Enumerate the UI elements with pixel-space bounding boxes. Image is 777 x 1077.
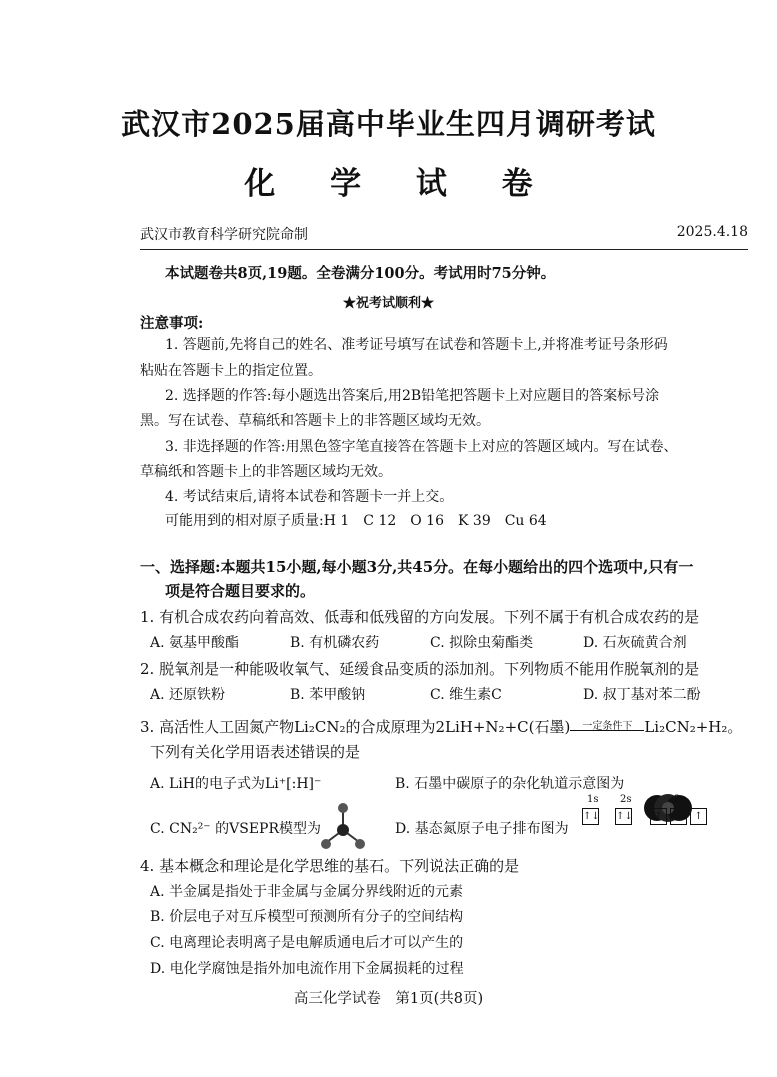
question-1-option-b: B. 有机磷农药 [290, 635, 380, 651]
exam-date: 2025.4.18 [676, 224, 748, 240]
orbital-label-1s: 1s [587, 794, 599, 805]
header-divider [140, 249, 748, 250]
notice-heading: 注意事项: [140, 315, 204, 332]
notice-item-1-line-2: 粘贴在答题卡上的指定位置。 [140, 363, 322, 379]
publisher: 武汉市教育科学研究院命制 [140, 227, 308, 243]
question-3-formula: Li₂CN₂ [294, 718, 346, 736]
section-heading-line-1: 一、选择题:本题共15小题,每小题3分,共45分。在每小题给出的四个选项中,只有一 [140, 558, 694, 576]
question-3-option-d: D. 基态氮原子电子排布图为 [395, 821, 569, 837]
vsepr-model-icon [315, 800, 371, 854]
reaction-arrow [570, 721, 644, 737]
section-heading-line-2: 项是符合题目要求的。 [165, 582, 316, 600]
question-4-option-d: D. 电化学腐蚀是指外加电流作用下金属损耗的过程 [150, 961, 464, 977]
atomic-masses: 可能用到的相对原子质量:H 1 C 12 O 16 K 39 Cu 64 [165, 513, 547, 529]
notice-item-2-line-1: 2. 选择题的作答:每小题选出答案后,用2B铅笔把答题卡上对应题目的答案标号涂 [165, 388, 660, 404]
notice-item-4: 4. 考试结束后,请将本试卷和答题卡一并上交。 [165, 489, 454, 505]
question-3-stem-post: Li₂CN₂+H₂。 [644, 718, 743, 736]
exam-intro: 本试题卷共8页,19题。全卷满分100分。考试用时75分钟。 [165, 265, 556, 282]
notice-item-3-line-2: 草稿纸和答题卡上的非答题区域均无效。 [140, 464, 392, 480]
exam-subject-title: 化 学 试 卷 [244, 166, 555, 202]
question-4-option-c: C. 电离理论表明离子是电解质通电后才可以产生的 [150, 935, 464, 951]
orbital-box-2p-3: ↑ [690, 808, 707, 825]
question-2-option-d: D. 叔丁基对苯二酚 [583, 687, 701, 703]
question-4-stem: 4. 基本概念和理论是化学思维的基石。下列说法正确的是 [140, 857, 520, 875]
question-2-option-b: B. 苯甲酸钠 [290, 687, 366, 703]
orbital-box-2s: ↑↓ [615, 808, 632, 825]
question-2-option-c: C. 维生素C [430, 687, 502, 703]
question-3-option-c: C. CN₂²⁻ 的VSEPR模型为 [150, 821, 322, 837]
question-1-option-a: A. 氨基甲酸酯 [150, 635, 240, 651]
question-2-stem: 2. 脱氧剂是一种能吸收氧气、延缓食品变质的添加剂。下列物质不能用作脱氧剂的是 [140, 660, 700, 678]
orbital-box-1s: ↑↓ [582, 808, 599, 825]
reaction-condition: 一定条件下 [582, 721, 633, 732]
question-2-option-a: A. 还原铁粉 [150, 687, 226, 703]
exam-title: 武汉市2025届高中毕业生四月调研考试 [121, 107, 656, 141]
question-4-option-b: B. 价层电子对互斥模型可预测所有分子的空间结构 [150, 909, 464, 925]
orbital-label-2p: 2p [674, 794, 687, 805]
question-3-stem [140, 716, 742, 737]
question-1-option-d: D. 石灰硫黄合剂 [583, 635, 687, 651]
question-3-line-2: 下列有关化学用语表述错误的是 [150, 743, 361, 761]
page-footer: 高三化学试卷 第1页(共8页) [293, 991, 484, 1007]
question-1-stem: 1. 有机合成农药向着高效、低毒和低残留的方向发展。下列不属于有机合成农药的是 [140, 608, 700, 626]
question-3-option-b: B. 石墨中碳原子的杂化轨道示意图为 [395, 776, 625, 792]
notice-item-1-line-1: 1. 答题前,先将自己的姓名、准考证号填写在试卷和答题卡上,并将准考证号条形码 [165, 337, 668, 353]
question-1-option-c: C. 拟除虫菊酯类 [430, 635, 534, 651]
publisher-row [140, 224, 748, 244]
good-luck-line: ★祝考试顺利★ [342, 296, 434, 311]
notice-item-2-line-2: 黑。写在试卷、草稿纸和答题卡上的非答题区域均无效。 [140, 413, 490, 429]
notice-item-3-line-1: 3. 非选择题的作答:用黑色签字笔直接答在答题卡上对应的答题区域内。写在试卷、 [165, 439, 678, 455]
orbital-box-2p-1: ↑ [650, 808, 667, 825]
question-3-stem-mid: 的合成原理为2LiH+N₂+C(石墨) [345, 718, 571, 736]
question-3-option-a: A. LiH的电子式为Li⁺[:H]⁻ [150, 776, 322, 792]
question-4-option-a: A. 半金属是指处于非金属与金属分界线附近的元素 [150, 884, 464, 900]
question-3-stem-pre: 3. 高活性人工固氮产物 [140, 718, 295, 736]
orbital-box-2p-2: ↑ [670, 808, 687, 825]
orbital-label-2s: 2s [620, 794, 632, 805]
